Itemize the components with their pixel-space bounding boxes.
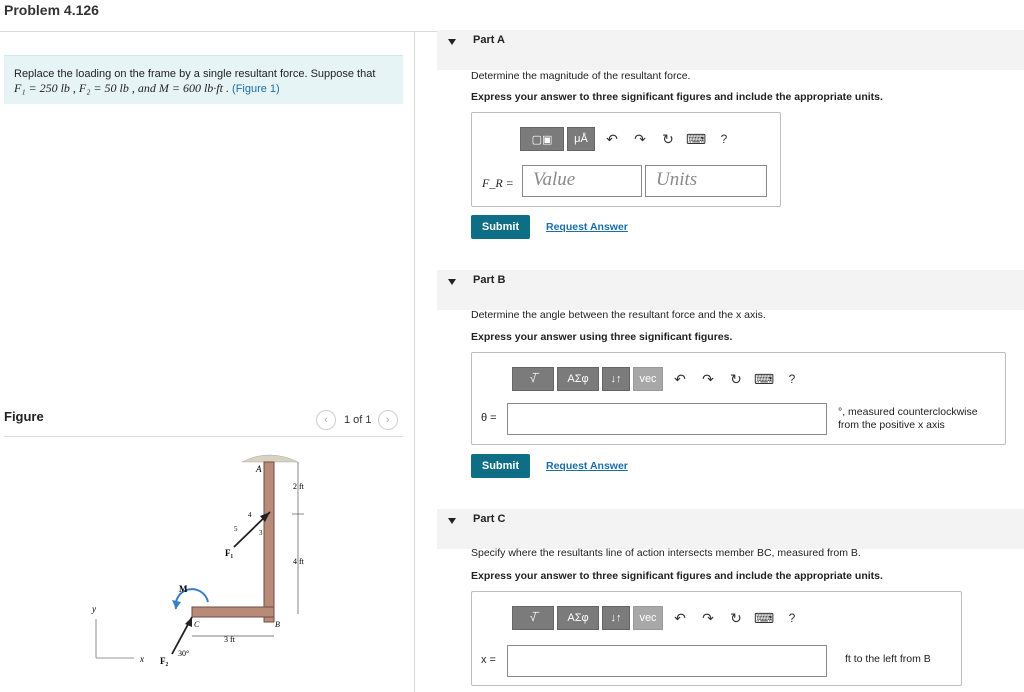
vec-button[interactable]: vec — [633, 606, 663, 630]
part-a-header[interactable] — [437, 30, 1024, 70]
sqrt-template-button[interactable]: √̅ — [512, 606, 554, 630]
collapse-triangle-icon[interactable] — [448, 279, 456, 285]
column-divider — [414, 31, 415, 692]
redo-icon[interactable]: ↷ — [702, 370, 714, 387]
vec-button[interactable]: vec — [633, 367, 663, 391]
dim-3ft: 3 ft — [224, 635, 235, 644]
keyboard-icon[interactable]: ⌨ — [753, 609, 775, 626]
label-y: y — [92, 604, 96, 614]
reset-icon[interactable]: ↻ — [662, 130, 674, 147]
figure-label: Figure — [4, 409, 44, 424]
label-c: C — [194, 620, 200, 629]
part-c-instruction: Express your answer to three significant figures and include the appropriate units. — [471, 570, 883, 582]
part-a-answer-box — [471, 112, 781, 207]
units-input[interactable] — [645, 165, 767, 197]
part-b-toolbar — [512, 367, 806, 391]
angle-unit-note — [838, 406, 978, 432]
angle-30: 30° — [178, 649, 190, 658]
part-b-submit-button[interactable]: Submit — [471, 454, 530, 478]
greek-button[interactable]: ΑΣφ — [557, 367, 599, 391]
ceiling-support — [242, 455, 298, 462]
undo-icon[interactable]: ↶ — [674, 609, 686, 626]
part-c-header[interactable] — [437, 509, 1024, 549]
statement-line-1: Replace the loading on the frame by a single resultant force. Suppose that — [14, 68, 376, 80]
part-c-toolbar — [512, 606, 806, 630]
slope-3: 3 — [259, 529, 263, 537]
part-a-var-label — [482, 176, 514, 191]
help-button[interactable]: ? — [788, 611, 796, 625]
label-b: B — [275, 620, 280, 629]
keyboard-icon[interactable]: ⌨ — [685, 130, 707, 147]
part-b-header[interactable] — [437, 270, 1024, 310]
fr-label: F_R = — [482, 176, 514, 190]
part-b-question: Determine the angle between the resultant force and the x axis. — [471, 309, 766, 321]
sort-button[interactable]: ↓↑ — [602, 367, 630, 391]
unit-note-line-1: °, measured counterclockwise — [838, 406, 978, 418]
label-x: x — [140, 654, 144, 664]
part-a-question: Determine the magnitude of the resultant force. — [471, 70, 691, 82]
x-label: x = — [481, 654, 496, 666]
reset-icon[interactable]: ↻ — [730, 609, 742, 626]
help-button[interactable]: ? — [788, 372, 796, 386]
part-c-answer-box — [471, 591, 962, 686]
slope-5: 5 — [234, 525, 238, 533]
position-input[interactable] — [507, 645, 827, 677]
units-placeholder: Units — [656, 169, 698, 190]
dim-4ft: 4 ft — [293, 557, 304, 566]
chevron-left-icon[interactable]: ‹ — [316, 410, 336, 430]
statement-line-2 — [14, 81, 403, 96]
greek-button[interactable]: ΑΣφ — [557, 606, 599, 630]
dim-2ft: 2 ft — [293, 482, 304, 491]
label-f1: F₁ — [225, 548, 234, 558]
slope-4: 4 — [248, 511, 252, 519]
vertical-member — [264, 462, 274, 622]
undo-icon[interactable]: ↶ — [674, 370, 686, 387]
chevron-right-icon[interactable]: › — [378, 410, 398, 430]
units-button[interactable]: μÅ — [567, 127, 595, 151]
redo-icon[interactable]: ↷ — [634, 130, 646, 147]
angle-input[interactable] — [507, 403, 827, 435]
part-b-answer-box — [471, 352, 1006, 445]
frame-figure — [84, 444, 324, 674]
moment-arrowhead — [172, 600, 181, 609]
value-input[interactable] — [522, 165, 642, 197]
problem-title: Problem 4.126 — [4, 2, 99, 18]
label-a: A — [256, 464, 262, 474]
value-placeholder: Value — [533, 169, 576, 190]
problem-statement — [4, 55, 403, 104]
figure-pager — [316, 410, 398, 430]
figure-page-count: 1 of 1 — [344, 414, 372, 426]
label-m: M — [179, 584, 188, 594]
part-b-request-answer-link[interactable]: Request Answer — [546, 460, 628, 472]
part-a-toolbar — [520, 127, 738, 151]
label-f2: F₂ — [160, 656, 169, 666]
statement-values: F₁ = 250 lb , F₂ = 50 lb , and M = 600 lb·ft . — [14, 81, 229, 95]
part-a-title: Part A — [473, 34, 505, 46]
part-a-instruction: Express your answer to three significant figures and include the appropriate units. — [471, 91, 883, 103]
sqrt-template-button[interactable]: √̅ — [512, 367, 554, 391]
help-button[interactable]: ? — [720, 132, 728, 146]
reset-icon[interactable]: ↻ — [730, 370, 742, 387]
sort-button[interactable]: ↓↑ — [602, 606, 630, 630]
position-unit-note: ft to the left from B — [845, 653, 931, 665]
horizontal-member — [192, 607, 274, 617]
theta-label: θ = — [481, 412, 497, 424]
part-b-title: Part B — [473, 274, 506, 286]
keyboard-icon[interactable]: ⌨ — [753, 370, 775, 387]
figure-divider — [4, 436, 403, 437]
figure-link[interactable]: (Figure 1) — [232, 83, 280, 95]
part-a-request-answer-link[interactable]: Request Answer — [546, 221, 628, 233]
redo-icon[interactable]: ↷ — [702, 609, 714, 626]
undo-icon[interactable]: ↶ — [606, 130, 618, 147]
part-b-instruction: Express your answer using three significant figures. — [471, 331, 733, 343]
collapse-triangle-icon[interactable] — [448, 518, 456, 524]
part-c-question: Specify where the resultants line of action intersects member BC, measured from B. — [471, 547, 861, 559]
part-a-submit-button[interactable]: Submit — [471, 215, 530, 239]
part-c-title: Part C — [473, 513, 506, 525]
force-f2-arrowhead — [185, 617, 192, 627]
unit-note-line-2: from the positive x axis — [838, 419, 945, 431]
collapse-triangle-icon[interactable] — [448, 39, 456, 45]
templates-icon[interactable]: ▢▣ — [520, 127, 564, 151]
